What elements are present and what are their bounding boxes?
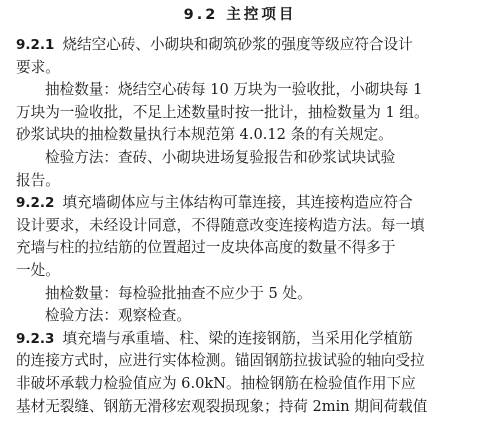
- inspection-quantity-9-2-2: 抽检数量：每检验批抽查不应少于 5 处。: [45, 284, 312, 302]
- inspection-quantity-9-2-1-line-2: 万块为一验收批，不足上述数量时按一批计，抽检数量为 1 组。: [16, 103, 429, 121]
- clause-9-2-3-line-4: 基材无裂缝、钢筋无滑移宏观裂损现象；持荷 2min 期间荷载值: [16, 397, 428, 415]
- inspection-method-9-2-1-line-2: 报告。: [16, 171, 60, 189]
- clause-number: 9.2.3: [16, 330, 55, 347]
- inspection-method-9-2-2: 检验方法：观察检查。: [45, 307, 191, 325]
- clause-9-2-3-line-2: 的连接方式时，应进行实体检测。锚固钢筋拉拔试验的轴向受拉: [16, 352, 425, 370]
- clause-9-2-1-line-2: 要求。: [16, 58, 60, 76]
- clause-9-2-2-line-4: 一处。: [16, 261, 60, 279]
- inspection-quantity-9-2-1-line-1: 抽检数量：烧结空心砖每 10 万块为一验收批，小砌块每 1: [45, 81, 423, 99]
- clause-9-2-3-line-3: 非破坏承载力检验值应为 6.0kN。抽检钢筋在检验值作用下应: [16, 374, 416, 392]
- inspection-method-9-2-1-line-1: 检验方法：查砖、小砌块进场复验报告和砂浆试块试验: [45, 148, 396, 166]
- clause-9-2-3-line-1: 9.2.3 填充墙与承重墙、柱、梁的连接钢筋，当采用化学植筋: [16, 329, 413, 347]
- clause-9-2-2-line-2: 设计要求，未经设计同意，不得随意改变连接构造方法。每一填: [16, 216, 425, 234]
- clause-9-2-2-line-3: 充墙与柱的拉结筋的位置超过一皮块体高度的数量不得多于: [16, 239, 396, 257]
- clause-9-2-2-line-1: 9.2.2 填充墙砌体应与主体结构可靠连接，其连接构造应符合: [16, 194, 413, 212]
- clause-number: 9.2.2: [16, 195, 55, 212]
- inspection-quantity-9-2-1-line-3: 砂浆试块的抽检数量执行本规范第 4.0.12 条的有关规定。: [16, 126, 393, 144]
- clause-number: 9.2.1: [16, 37, 55, 53]
- section-title: 9.2 主控项目: [183, 7, 297, 23]
- clause-9-2-1-line-1: 9.2.1 烧结空心砖、小砌块和砌筑砂浆的强度等级应符合设计: [16, 36, 413, 53]
